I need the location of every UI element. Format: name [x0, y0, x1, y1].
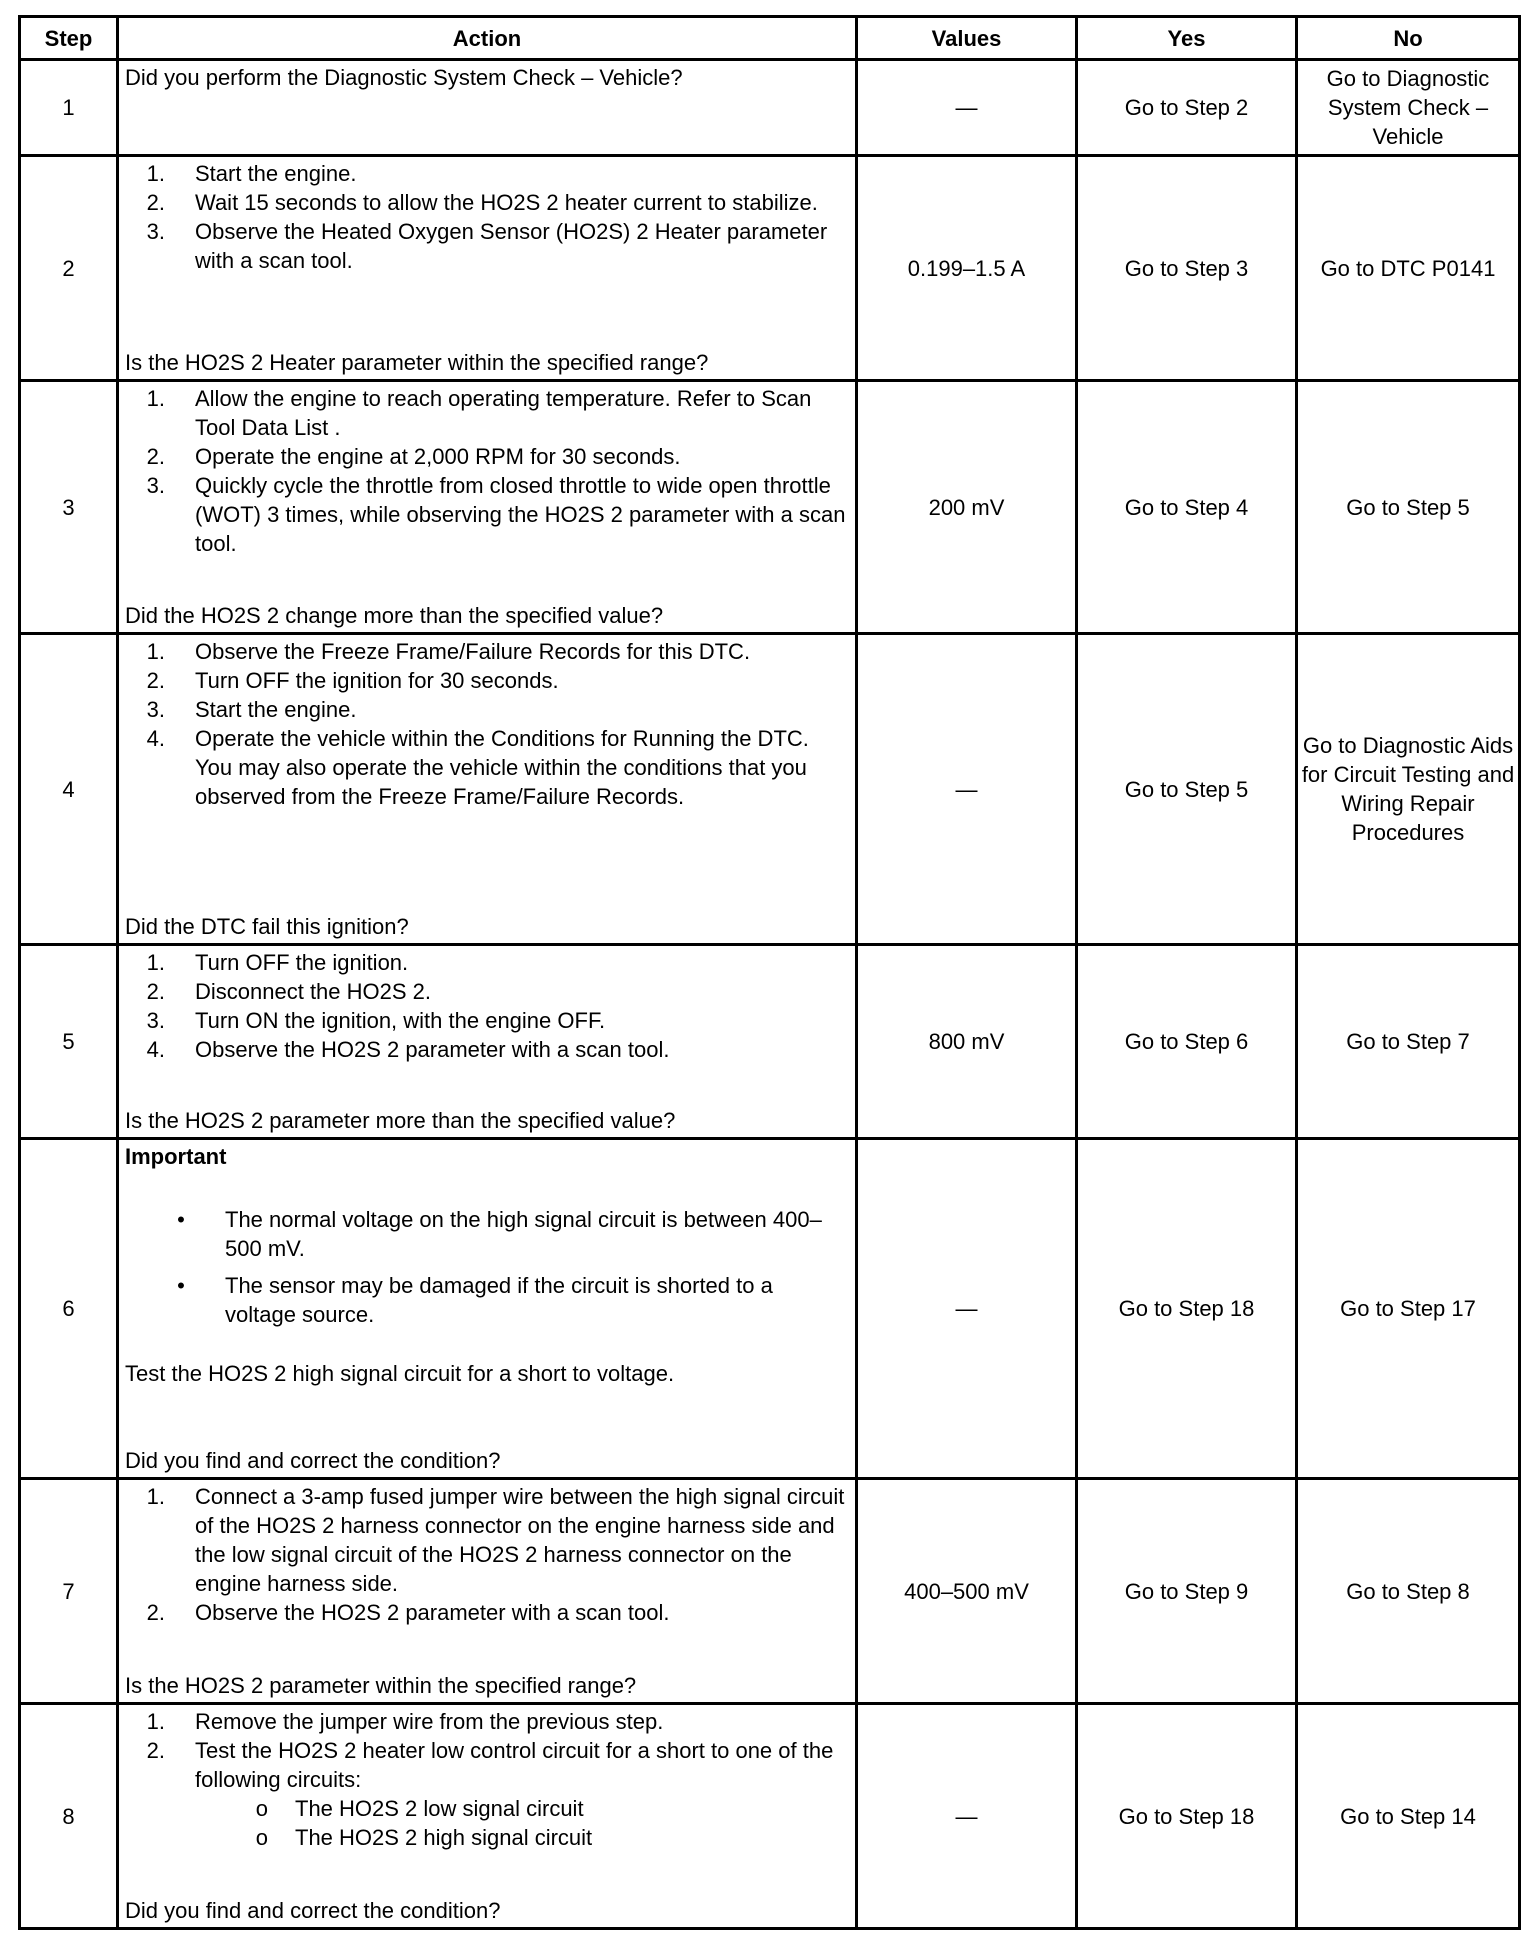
table-row — [20, 1139, 1520, 1479]
action-question: Did you find and correct the condition? — [125, 1898, 501, 1923]
circle-bullet-icon: o — [255, 1796, 268, 1821]
circle-bullet-icon: o — [255, 1825, 268, 1850]
yes-cell: Go to Step 18 — [1077, 1139, 1297, 1479]
table-row — [20, 945, 1520, 1139]
no-cell: Go to Diagnostic Aids for Circuit Testing and Wiring Repair Procedures — [1297, 634, 1520, 945]
step-number: 5 — [20, 945, 118, 1139]
list-item: 1. Turn OFF the ignition. — [146, 950, 409, 975]
table-row — [20, 156, 1520, 381]
action-cell — [118, 60, 857, 156]
action-question: Is the HO2S 2 Heater parameter within the specified range? — [125, 350, 709, 375]
yes-cell: Go to Step 18 — [1077, 1704, 1297, 1929]
yes-cell: Go to Step 9 — [1077, 1479, 1297, 1704]
bullet-icon: • — [177, 1207, 185, 1232]
list-item: 1. Allow the engine to reach operating temperature. Refer to Scan Tool Data List . — [146, 386, 812, 440]
table-row — [20, 381, 1520, 634]
sub-list — [125, 1794, 849, 1852]
list-item: 2. Disconnect the HO2S 2. — [146, 979, 432, 1004]
list-item: 2. Observe the HO2S 2 parameter with a scan tool. — [146, 1600, 670, 1625]
table-row — [20, 1704, 1520, 1929]
header-no: No — [1297, 17, 1520, 60]
header-action: Action — [118, 17, 857, 60]
action-cell — [118, 1479, 857, 1704]
step-number: 7 — [20, 1479, 118, 1704]
important-bullets — [125, 1205, 849, 1329]
list-item: 1. Observe the Freeze Frame/Failure Records for this DTC. — [146, 639, 751, 664]
yes-cell: Go to Step 6 — [1077, 945, 1297, 1139]
yes-cell: Go to Step 5 — [1077, 634, 1297, 945]
yes-cell: Go to Step 4 — [1077, 381, 1297, 634]
header-step: Step — [20, 17, 118, 60]
table-row — [20, 60, 1520, 156]
bullet-icon: • — [177, 1273, 185, 1298]
value-cell: — — [857, 1139, 1077, 1479]
action-question: Did you perform the Diagnostic System Check – Vehicle? — [125, 65, 683, 90]
no-cell: Go to Step 5 — [1297, 381, 1520, 634]
action-steps — [125, 637, 849, 811]
step-number: 4 — [20, 634, 118, 945]
table-row — [20, 1479, 1520, 1704]
action-question: Did you find and correct the condition? — [125, 1448, 501, 1473]
step-number: 6 — [20, 1139, 118, 1479]
no-cell: Go to Step 8 — [1297, 1479, 1520, 1704]
no-cell: Go to Step 7 — [1297, 945, 1520, 1139]
list-item: 2. Turn OFF the ignition for 30 seconds. — [146, 668, 559, 693]
step-number: 2 — [20, 156, 118, 381]
value-cell: — — [857, 634, 1077, 945]
action-steps — [125, 948, 849, 1064]
action-cell — [118, 945, 857, 1139]
list-item: 3. Quickly cycle the throttle from closed throttle to wide open throttle (WOT) 3 times, while observing the HO2S 2 parameter with a scan tool. — [146, 473, 846, 556]
list-item: 2. Operate the engine at 2,000 RPM for 30 seconds. — [146, 444, 681, 469]
list-item: 4. Observe the HO2S 2 parameter with a scan tool. — [146, 1037, 670, 1062]
action-cell — [118, 634, 857, 945]
step-number: 3 — [20, 381, 118, 634]
list-item: 1. Connect a 3-amp fused jumper wire between the high signal circuit of the HO2S 2 harness connector on the engine harness side and the low signal circuit of the HO2S 2 harness connector on the engine harness side. — [146, 1484, 845, 1596]
list-item: o The HO2S 2 high signal circuit — [125, 1823, 849, 1852]
header-yes: Yes — [1077, 17, 1297, 60]
header-values: Values — [857, 17, 1077, 60]
value-cell: 800 mV — [857, 945, 1077, 1139]
list-item: 2. Test the HO2S 2 heater low control circuit for a short to one of the following circuits: — [146, 1738, 834, 1792]
action-cell — [118, 1704, 857, 1929]
action-question: Is the HO2S 2 parameter within the specified range? — [125, 1673, 637, 1698]
no-cell: Go to Step 17 — [1297, 1139, 1520, 1479]
list-item: • The sensor may be damaged if the circuit is shorted to a voltage source. — [125, 1271, 849, 1329]
yes-cell: Go to Step 3 — [1077, 156, 1297, 381]
no-cell: Go to Diagnostic System Check – Vehicle — [1297, 60, 1520, 156]
important-heading: Important — [125, 1144, 227, 1169]
yes-cell: Go to Step 2 — [1077, 60, 1297, 156]
diagnostic-table — [18, 15, 1521, 1930]
action-steps — [125, 1707, 849, 1794]
value-cell: 0.199–1.5 A — [857, 156, 1077, 381]
list-item: 3. Start the engine. — [146, 697, 357, 722]
no-cell: Go to Step 14 — [1297, 1704, 1520, 1929]
list-item: 1. Start the engine. — [146, 161, 357, 186]
no-cell: Go to DTC P0141 — [1297, 156, 1520, 381]
list-item: 2. Wait 15 seconds to allow the HO2S 2 heater current to stabilize. — [146, 190, 818, 215]
list-item: 4. Operate the vehicle within the Conditions for Running the DTC. You may also operate the vehicle within the conditions that you observed from the Freeze Frame/Failure Records. — [146, 726, 809, 809]
list-item: 1. Remove the jumper wire from the previous step. — [146, 1709, 664, 1734]
action-instruction: Test the HO2S 2 high signal circuit for a short to voltage. — [125, 1361, 675, 1386]
action-cell — [118, 156, 857, 381]
action-steps — [125, 384, 849, 558]
header-row — [20, 17, 1520, 60]
value-cell: 400–500 mV — [857, 1479, 1077, 1704]
table-row — [20, 634, 1520, 945]
step-number: 1 — [20, 60, 118, 156]
action-cell — [118, 381, 857, 634]
step-number: 8 — [20, 1704, 118, 1929]
action-steps — [125, 159, 849, 275]
action-question: Did the DTC fail this ignition? — [125, 914, 409, 939]
action-question: Did the HO2S 2 change more than the specified value? — [125, 603, 664, 628]
list-item: 3. Observe the Heated Oxygen Sensor (HO2S) 2 Heater parameter with a scan tool. — [146, 219, 828, 273]
action-cell — [118, 1139, 857, 1479]
action-question: Is the HO2S 2 parameter more than the specified value? — [125, 1108, 676, 1133]
value-cell: 200 mV — [857, 381, 1077, 634]
value-cell: — — [857, 1704, 1077, 1929]
list-item: o The HO2S 2 low signal circuit — [125, 1794, 849, 1823]
list-item: 3. Turn ON the ignition, with the engine OFF. — [146, 1008, 606, 1033]
action-steps — [125, 1482, 849, 1627]
list-item: • The normal voltage on the high signal circuit is between 400–500 mV. — [125, 1205, 849, 1263]
value-cell: — — [857, 60, 1077, 156]
